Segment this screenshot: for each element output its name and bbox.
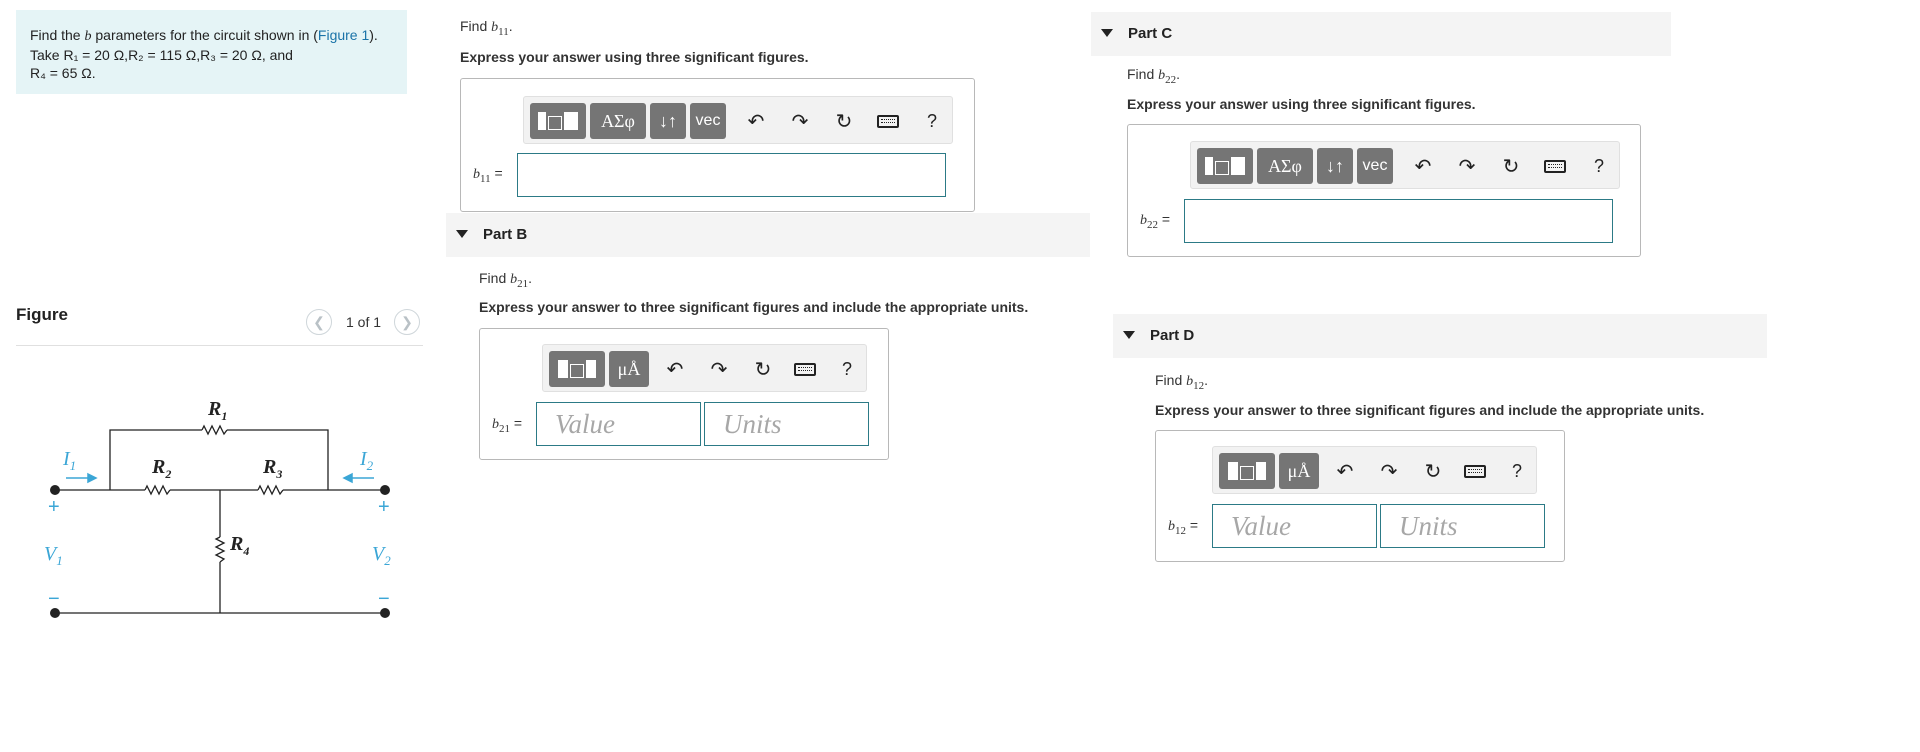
reset-icon[interactable]: ↻ — [754, 358, 772, 381]
part-d-find: Find $b_{12}$. — [1155, 372, 1209, 392]
part-b-find: Find $b_{21}$. — [479, 270, 533, 290]
part-c-title: Part C — [1128, 25, 1173, 42]
plus-sign-v2: + — [378, 496, 390, 518]
problem-text: Find the — [30, 27, 85, 43]
keyboard-button[interactable] — [876, 109, 900, 133]
keyboard-button[interactable] — [793, 357, 817, 381]
part-d-answer-label: $b_{12}$ = — [1168, 517, 1199, 537]
chevron-left-icon: ❮ — [313, 313, 325, 330]
part-a-instructions: Express your answer using three significant figures. — [460, 49, 809, 65]
templates-button[interactable] — [1219, 453, 1275, 489]
redo-icon[interactable]: ↷ — [791, 110, 809, 133]
problem-statement — [16, 10, 407, 94]
part-a-answer-box — [460, 78, 975, 212]
templates-icon — [558, 360, 596, 378]
undo-icon[interactable]: ↶ — [1414, 155, 1432, 178]
reset-icon[interactable]: ↻ — [1424, 460, 1442, 483]
part-a-answer-input[interactable] — [517, 153, 946, 197]
units-button[interactable]: μÅ — [609, 351, 649, 387]
arrowhead-icon — [88, 474, 96, 482]
arrowhead-icon — [344, 474, 352, 482]
undo-icon[interactable]: ↶ — [1336, 460, 1354, 483]
vector-button[interactable]: vec — [1357, 148, 1393, 184]
part-c-instructions: Express your answer using three significant figures. — [1127, 96, 1476, 112]
figure-next-button[interactable] — [394, 309, 420, 335]
problem-text: parameters for the circuit shown in ( — [91, 27, 318, 43]
resistor-r2 — [145, 486, 170, 494]
templates-icon — [1205, 157, 1245, 175]
part-c-answer-label: $b_{22}$ = — [1140, 211, 1171, 231]
templates-button[interactable] — [530, 103, 586, 139]
reset-icon[interactable]: ↻ — [835, 110, 853, 133]
wire — [227, 430, 328, 490]
collapse-caret-icon — [1123, 331, 1135, 339]
templates-button[interactable] — [1197, 148, 1253, 184]
part-d-title: Part D — [1150, 327, 1195, 344]
greek-button[interactable]: ΑΣφ — [1257, 148, 1313, 184]
part-b-answer-label: $b_{21}$ = — [492, 415, 523, 435]
part-a-find: Find $b_{11}$. — [460, 18, 513, 38]
redo-icon[interactable]: ↷ — [1458, 155, 1476, 178]
subscript-superscript-button[interactable]: ↓↑ — [1317, 148, 1353, 184]
minus-sign-v1: − — [48, 588, 60, 610]
problem-line-1 — [30, 26, 393, 46]
math-toolbar — [1190, 141, 1620, 189]
help-icon[interactable]: ? — [841, 358, 852, 379]
help-icon[interactable]: ? — [926, 110, 937, 131]
reset-icon[interactable]: ↻ — [1502, 155, 1520, 178]
part-d-header[interactable] — [1113, 314, 1767, 358]
part-a-answer-label: $b_{11}$ = — [473, 165, 503, 185]
math-toolbar — [523, 96, 953, 144]
subscript-superscript-button[interactable]: ↓↑ — [650, 103, 686, 139]
redo-icon[interactable]: ↷ — [710, 358, 728, 381]
problem-line-2: Take R₁ = 20 Ω,R₂ = 115 Ω,R₃ = 20 Ω, and — [30, 47, 293, 63]
resistor-r1 — [202, 426, 227, 434]
keyboard-icon — [877, 115, 899, 128]
plus-sign-v1: + — [48, 496, 60, 518]
resistor-r4 — [216, 537, 224, 562]
undo-icon[interactable]: ↶ — [666, 358, 684, 381]
label-v2: $V_2$ — [372, 543, 391, 568]
keyboard-icon — [794, 363, 816, 376]
label-r2: $R_2$ — [152, 456, 172, 481]
part-c-find: Find $b_{22}$. — [1127, 66, 1181, 86]
figure-title: Figure — [16, 305, 68, 324]
keyboard-button[interactable] — [1543, 154, 1567, 178]
part-c-header[interactable] — [1091, 12, 1671, 56]
problem-line-3: R₄ = 65 Ω. — [30, 65, 96, 81]
part-b-header[interactable] — [446, 213, 1090, 257]
label-i2: $I_2$ — [360, 448, 374, 473]
part-b-answer-box — [479, 328, 889, 460]
part-d-instructions: Express your answer to three significant figures and include the appropriate units. — [1155, 402, 1705, 418]
terminal-dot — [50, 485, 60, 495]
label-i1: $I_1$ — [63, 448, 77, 473]
figure-divider — [16, 345, 423, 346]
minus-sign-v2: − — [378, 588, 390, 610]
chevron-right-icon: ❯ — [401, 313, 413, 330]
problem-variable: b — [84, 29, 92, 44]
keyboard-icon — [1464, 465, 1486, 478]
units-toolbar — [542, 344, 867, 392]
problem-text: ). — [369, 27, 378, 43]
part-d-value-input[interactable]: Value — [1212, 504, 1377, 548]
units-button[interactable]: μÅ — [1279, 453, 1319, 489]
undo-icon[interactable]: ↶ — [747, 110, 765, 133]
part-c-answer-box — [1127, 124, 1641, 257]
figure-link[interactable]: Figure 1 — [317, 27, 370, 43]
label-r3: $R_3$ — [263, 456, 283, 481]
label-v1: $V_1$ — [44, 543, 63, 568]
terminal-dot — [380, 485, 390, 495]
resistor-r3 — [258, 486, 283, 494]
collapse-caret-icon — [456, 230, 468, 238]
greek-button[interactable]: ΑΣφ — [590, 103, 646, 139]
keyboard-button[interactable] — [1463, 459, 1487, 483]
figure-prev-button[interactable] — [306, 309, 332, 335]
templates-icon — [538, 112, 578, 130]
label-r4: $R_4$ — [230, 533, 250, 558]
help-icon[interactable]: ? — [1511, 460, 1522, 481]
part-c-answer-input[interactable] — [1184, 199, 1613, 243]
vector-button[interactable]: vec — [690, 103, 726, 139]
part-b-value-input[interactable]: Value — [536, 402, 701, 446]
part-d-units-input[interactable]: Units — [1380, 504, 1545, 548]
part-d-answer-box — [1155, 430, 1565, 562]
circuit-diagram — [30, 385, 430, 625]
redo-icon[interactable]: ↷ — [1380, 460, 1398, 483]
part-b-instructions: Express your answer to three significant figures and include the appropriate units. — [479, 299, 1029, 315]
collapse-caret-icon — [1101, 29, 1113, 37]
part-b-units-input[interactable]: Units — [704, 402, 869, 446]
keyboard-icon — [1544, 160, 1566, 173]
label-r1: $R_1$ — [208, 398, 228, 423]
templates-icon — [1228, 462, 1266, 480]
units-toolbar — [1212, 446, 1537, 494]
part-b-title: Part B — [483, 226, 528, 243]
help-icon[interactable]: ? — [1593, 155, 1604, 176]
figure-counter: 1 of 1 — [346, 314, 382, 330]
templates-button[interactable] — [549, 351, 605, 387]
